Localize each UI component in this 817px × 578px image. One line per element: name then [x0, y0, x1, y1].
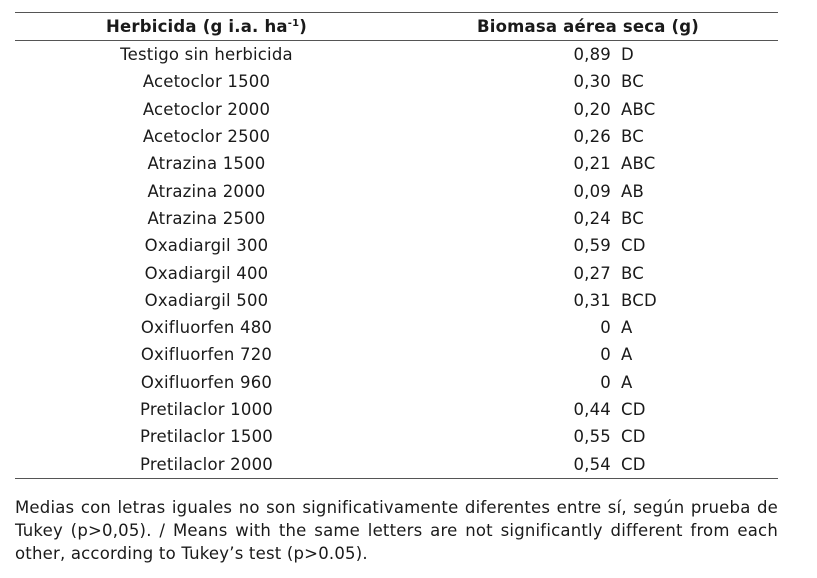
table-row — [15, 287, 778, 314]
tukey-letters: BC — [621, 208, 644, 228]
tukey-letters: BC — [621, 127, 644, 147]
biomass-cell — [398, 232, 778, 259]
herbicide-cell: Oxadiargil 500 — [144, 290, 269, 310]
biomass-table — [15, 12, 778, 479]
tukey-letters: AB — [621, 181, 645, 201]
tukey-letters: D — [621, 45, 634, 65]
herbicide-cell: Oxifluorfen 720 — [140, 345, 273, 365]
results-table-container — [15, 12, 778, 479]
herbicide-cell: Pretilaclor 1500 — [140, 427, 273, 447]
table-row — [15, 205, 778, 232]
tukey-letters: BC — [621, 263, 644, 283]
biomass-value: 0,31 — [573, 290, 611, 310]
biomass-cell — [398, 259, 778, 286]
herbicide-cell: Testigo sin herbicida — [120, 45, 293, 65]
biomass-value: 0,30 — [573, 72, 611, 92]
table-row — [15, 123, 778, 150]
tukey-letters: A — [621, 372, 633, 392]
table-row — [15, 259, 778, 286]
herbicide-cell: Atrazina 1500 — [147, 154, 266, 174]
biomass-cell — [398, 150, 778, 177]
biomass-value: 0,26 — [573, 127, 611, 147]
biomass-cell — [398, 287, 778, 314]
header-herbicide-exponent: -1 — [287, 18, 300, 29]
biomass-value: 0,20 — [573, 99, 611, 119]
biomass-value: 0 — [600, 345, 611, 365]
herbicide-cell: Acetoclor 2000 — [142, 99, 271, 119]
tukey-letters: CD — [621, 454, 646, 474]
header-herbicide — [15, 13, 398, 41]
biomass-value: 0,59 — [573, 236, 611, 256]
herbicide-cell: Oxadiargil 300 — [144, 236, 269, 256]
table-body — [15, 41, 778, 479]
biomass-cell — [398, 96, 778, 123]
biomass-cell — [398, 341, 778, 368]
table-row — [15, 150, 778, 177]
header-biomass: Biomasa aérea seca (g) — [398, 13, 778, 41]
biomass-cell — [398, 396, 778, 423]
biomass-cell — [398, 41, 778, 69]
herbicide-cell: Acetoclor 2500 — [142, 127, 271, 147]
table-row — [15, 450, 778, 478]
tukey-letters: BC — [621, 72, 644, 92]
table-row — [15, 423, 778, 450]
herbicide-cell: Pretilaclor 2000 — [15, 450, 398, 478]
header-herbicide-text: Herbicida (g i.a. ha — [105, 17, 288, 36]
table-footnote: Medias con letras iguales no son significativamente diferentes entre sí, según prueba de Tukey (p>0,05). / Means with the same letters are not significantly different from each other, according to Tukey’s test (p>0.05). — [15, 498, 778, 563]
biomass-cell — [398, 314, 778, 341]
table-row — [15, 96, 778, 123]
biomass-cell — [398, 123, 778, 150]
biomass-cell — [398, 68, 778, 95]
tukey-letters: BCD — [621, 290, 657, 310]
tukey-letters: A — [621, 345, 633, 365]
tukey-letters: CD — [621, 427, 646, 447]
biomass-value: 0,27 — [573, 263, 611, 283]
biomass-value: 0,24 — [573, 208, 611, 228]
herbicide-cell: Oxifluorfen 480 — [140, 318, 273, 338]
table-row — [15, 68, 778, 95]
header-herbicide-close: ) — [299, 17, 308, 36]
biomass-value: 0,21 — [573, 154, 611, 174]
biomass-value: 0,44 — [573, 400, 611, 419]
table-row — [15, 396, 778, 423]
biomass-value: 0,55 — [573, 427, 611, 447]
tukey-letters: ABC — [621, 154, 656, 174]
table-row — [15, 232, 778, 259]
tukey-letters: CD — [621, 236, 646, 256]
table-row — [15, 369, 778, 396]
herbicide-cell: Atrazina 2000 — [147, 181, 266, 201]
biomass-value: 0 — [600, 372, 611, 392]
tukey-letters: CD — [621, 400, 646, 419]
biomass-cell — [398, 450, 778, 478]
biomass-cell — [398, 369, 778, 396]
herbicide-cell: Atrazina 2500 — [147, 208, 266, 228]
herbicide-cell: Acetoclor 1500 — [142, 72, 271, 92]
biomass-cell — [398, 423, 778, 450]
biomass-value: 0,54 — [573, 454, 611, 474]
table-row — [15, 177, 778, 204]
biomass-cell — [398, 205, 778, 232]
table-row — [15, 341, 778, 368]
table-row — [15, 41, 778, 69]
biomass-value: 0,89 — [573, 45, 611, 65]
biomass-value: 0,09 — [573, 181, 611, 201]
herbicide-cell: Oxadiargil 400 — [144, 263, 269, 283]
tukey-letters: ABC — [621, 99, 656, 119]
herbicide-cell: Pretilaclor 1000 — [140, 400, 273, 419]
table-header-row — [15, 13, 778, 41]
herbicide-cell: Oxifluorfen 960 — [140, 372, 273, 392]
biomass-cell — [398, 177, 778, 204]
table-row — [15, 314, 778, 341]
tukey-letters: A — [621, 318, 633, 338]
biomass-value: 0 — [600, 318, 611, 338]
